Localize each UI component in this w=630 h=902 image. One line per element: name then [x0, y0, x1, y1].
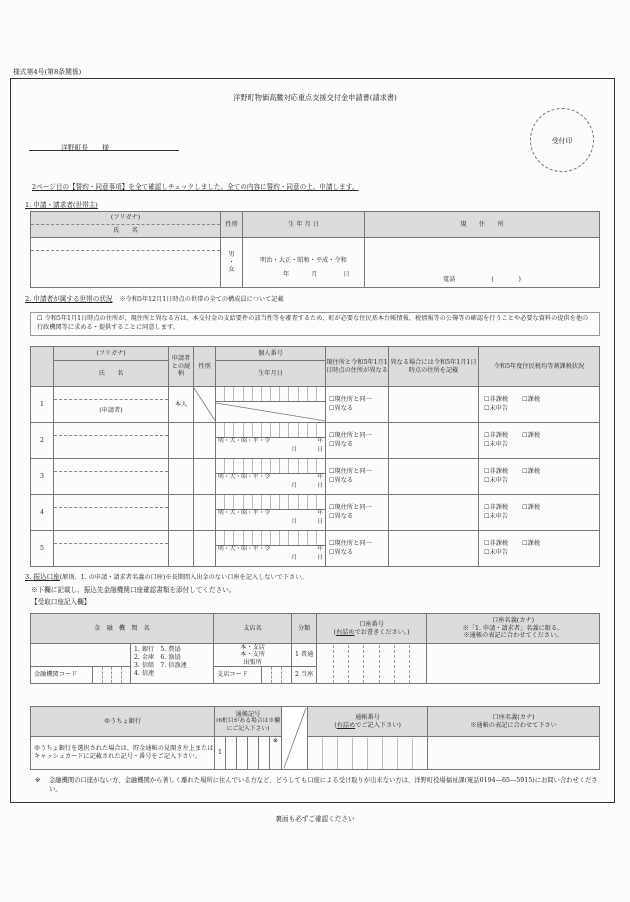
- address-diff-options[interactable]: [326, 459, 389, 495]
- account-number-input[interactable]: [317, 644, 427, 684]
- same-address-checkbox[interactable]: ☐現住所と同一: [329, 539, 372, 547]
- my-number-input[interactable]: [216, 495, 325, 510]
- short-era-options[interactable]: 明・大・昭・平・令: [218, 546, 271, 552]
- symbol-digit-5[interactable]: [259, 737, 270, 770]
- different-address-checkbox[interactable]: ☐異なる: [329, 512, 354, 520]
- undeclared-checkbox[interactable]: ☐未申告: [484, 548, 509, 556]
- sex-female[interactable]: 女: [228, 266, 235, 274]
- category-header: 分類: [292, 614, 317, 644]
- member-sex-cell[interactable]: [194, 495, 216, 531]
- nontaxable-checkbox[interactable]: ☐非課税: [484, 431, 509, 439]
- member-name-input[interactable]: [54, 544, 168, 565]
- birthdate-slash: [216, 402, 326, 422]
- member-furigana-input[interactable]: [54, 495, 168, 508]
- footnote-text: 金融機関の口座がない方、金融機関から著しく離れた場所に住んでいる方など、どうしても口座による受け取りが出来ない方は、洋野町役場福祉課(電話0194—65—5915)にお問い合わせください。: [49, 777, 598, 794]
- address-diff-options[interactable]: [326, 387, 389, 423]
- month-unit: 月: [311, 270, 318, 278]
- symbol-digit-4[interactable]: [248, 737, 259, 770]
- paren-open: (: [333, 628, 336, 636]
- hh-birthdate-header: 生年月日: [216, 361, 326, 387]
- household-row: [31, 387, 600, 423]
- symbol-header: [215, 707, 282, 737]
- branch-type-sub[interactable]: 本・支所: [240, 651, 265, 659]
- sex-header: 性別: [221, 212, 243, 238]
- yucho-holder-header: [428, 707, 600, 737]
- section3-heading-row: [25, 571, 308, 581]
- right-align-note: 右詰め: [335, 628, 355, 636]
- branch-type-office[interactable]: 出張所: [243, 658, 262, 666]
- holder-title: 口座名義(カナ): [492, 616, 534, 624]
- addressee: [29, 142, 179, 151]
- applicant-address-cell[interactable]: [365, 238, 600, 288]
- member-mynumber-birthdate-cell[interactable]: [216, 387, 326, 423]
- month-unit: 月: [291, 483, 297, 489]
- same-address-checkbox[interactable]: ☐現住所と同一: [329, 431, 372, 439]
- day-unit: 日: [317, 519, 323, 525]
- member-mynumber-birthdate-cell[interactable]: [216, 423, 326, 459]
- different-address-checkbox[interactable]: ☐異なる: [329, 404, 354, 412]
- yucho-holder-title: 口座名義(カナ): [492, 713, 535, 721]
- address-diff-options[interactable]: [326, 495, 389, 531]
- row-number: 1: [31, 387, 54, 423]
- symbol-title: 通帳記号: [235, 710, 261, 718]
- address-agreement-box: [30, 312, 600, 336]
- household-table: [30, 346, 600, 567]
- same-address-checkbox[interactable]: ☐現住所と同一: [329, 395, 372, 403]
- year-unit: 年: [317, 546, 323, 552]
- household-row: [31, 495, 600, 531]
- different-address-checkbox[interactable]: ☐異なる: [329, 440, 354, 448]
- sex-slash: [194, 388, 216, 422]
- member-furigana-input[interactable]: [54, 387, 168, 400]
- member-sex-cell[interactable]: [194, 459, 216, 495]
- account-type-current[interactable]: 2 当座: [292, 667, 317, 684]
- month-unit: 月: [291, 555, 297, 561]
- member-name-input[interactable]: [54, 436, 168, 457]
- address-header: 現 住 所: [365, 212, 600, 238]
- applicant-name-input[interactable]: [31, 251, 220, 287]
- account-box-label: 【受取口座記入欄】: [31, 598, 91, 606]
- year-unit: 年: [283, 270, 290, 278]
- member-birthdate-input[interactable]: [216, 546, 325, 566]
- row-number: 4: [31, 495, 54, 531]
- applicant-name-cell[interactable]: [31, 238, 221, 288]
- inst-type-2[interactable]: 2. 金庫 6. 漁協: [134, 654, 181, 662]
- agreement-checkbox[interactable]: ☐: [37, 315, 43, 322]
- sex-male[interactable]: 男: [228, 250, 235, 258]
- section3-instruction: ※下欄に記載し、振込先金融機関口座確認書類を添付してください。: [31, 586, 236, 594]
- member-relation[interactable]: [169, 459, 194, 495]
- my-number-input[interactable]: [216, 387, 325, 402]
- day-unit: 日: [343, 270, 350, 278]
- undeclared-checkbox[interactable]: ☐未申告: [484, 440, 509, 448]
- member-mynumber-birthdate-cell[interactable]: [216, 531, 326, 567]
- member-birthdate-input[interactable]: [216, 510, 325, 530]
- section2-note: ※令和5年12月1日時点の世帯の全ての構成員について記載: [119, 296, 284, 303]
- my-number-header: 個人番号: [216, 347, 326, 361]
- different-address-checkbox[interactable]: ☐異なる: [329, 476, 354, 484]
- reception-stamp-area: [530, 108, 594, 172]
- holder-note1: ※「1. 申請・請求者」名義に限る。: [462, 624, 564, 632]
- my-number-input[interactable]: [216, 423, 325, 438]
- section2-heading: 2. 申請者が属する世帯の状況: [25, 295, 113, 303]
- tax-status-options[interactable]: [479, 423, 600, 459]
- prev-address-input[interactable]: [389, 387, 479, 423]
- section3-heading: 3. 振込口座: [25, 573, 60, 581]
- passbook-no-header: [308, 707, 428, 737]
- name-header: 氏 名: [113, 227, 138, 234]
- branch-code-label: 支店コード: [214, 667, 262, 684]
- diagonal-slash: [282, 707, 308, 769]
- same-address-checkbox[interactable]: ☐現住所と同一: [329, 503, 372, 511]
- institution-code-label: 金融機関コード: [31, 667, 93, 684]
- sex-separator: ・: [228, 258, 235, 266]
- branch-code-input[interactable]: [262, 667, 292, 684]
- institution-code-input[interactable]: [93, 667, 131, 684]
- branch-header: 支店名: [214, 614, 292, 644]
- day-unit: 日: [317, 555, 323, 561]
- yucho-instruction: ゆうちょ銀行を選択された場合は、貯金通帳の見開き左上またはキャッシュカードに記載された記号・番号をご記入下さい。: [31, 737, 215, 770]
- undeclared-checkbox[interactable]: ☐未申告: [484, 512, 509, 520]
- nontaxable-checkbox[interactable]: ☐非課税: [484, 467, 509, 475]
- stamp-label: 受付印: [551, 137, 573, 145]
- addressee-honorific: 様: [102, 144, 109, 152]
- account-holder-input[interactable]: [427, 644, 600, 684]
- month-unit: 月: [291, 519, 297, 525]
- member-name-input[interactable]: [54, 508, 168, 529]
- household-row: [31, 459, 600, 495]
- inst-type-1[interactable]: 1. 銀行 5. 農協: [134, 646, 181, 653]
- slash-cell: [282, 707, 308, 770]
- address-diff-header: 現住所と令和5年1月1日時点の住所が異なる: [326, 347, 389, 387]
- symbol-digit-2[interactable]: [226, 737, 237, 770]
- member-relation[interactable]: [169, 531, 194, 567]
- row-number: 2: [31, 423, 54, 459]
- member-name-input[interactable]: (申請者): [99, 407, 123, 414]
- member-sex-cell[interactable]: [194, 531, 216, 567]
- passbook-number-input[interactable]: [308, 737, 428, 770]
- tax-status-options[interactable]: [479, 531, 600, 567]
- yucho-table: [30, 706, 600, 770]
- bank-account-table: [30, 613, 600, 684]
- form-number: 様式第4号(第8条関係): [13, 68, 82, 76]
- back-side-note: 裏面も必ずご確認ください: [275, 815, 355, 823]
- nontaxable-checkbox[interactable]: ☐非課税: [484, 395, 509, 403]
- section2-heading-row: [25, 293, 284, 303]
- no-header: [31, 347, 54, 387]
- furigana-header: (フリガナ): [31, 212, 220, 225]
- member-name-input[interactable]: [54, 472, 168, 493]
- member-birthdate-input[interactable]: [216, 438, 325, 458]
- prev-address-header: 異なる場合には令和5年1月1日時点の住所を記載: [389, 347, 479, 387]
- taxable-checkbox[interactable]: ☐課税: [522, 395, 541, 403]
- year-unit: 年: [317, 474, 323, 480]
- day-unit: 日: [317, 483, 323, 489]
- applicant-sex-cell[interactable]: [221, 238, 243, 288]
- symbol-digit-3[interactable]: [237, 737, 248, 770]
- addressee-name: 洋野町長: [61, 144, 89, 152]
- member-sex-cell[interactable]: [194, 387, 216, 423]
- row-number: 3: [31, 459, 54, 495]
- tax-status-options[interactable]: [479, 387, 600, 423]
- yucho-holder-input[interactable]: [428, 737, 600, 770]
- passbook-no-title: 通帳番号: [355, 713, 380, 721]
- phone-input[interactable]: ( ): [491, 276, 521, 284]
- short-era-options[interactable]: 明・大・昭・平・令: [218, 438, 271, 444]
- member-relation[interactable]: [169, 423, 194, 459]
- prev-address-input[interactable]: [389, 531, 479, 567]
- taxable-checkbox[interactable]: ☐課税: [522, 503, 541, 511]
- day-unit: 日: [317, 447, 323, 453]
- household-row: [31, 531, 600, 567]
- short-era-options[interactable]: 明・大・昭・平・令: [218, 510, 271, 516]
- symbol-note: (6桁目がある場合は※欄にご記入下さい): [216, 718, 280, 732]
- account-type-ordinary[interactable]: 1 普通: [292, 644, 317, 667]
- hh-furigana-header: (フリガナ): [54, 347, 169, 361]
- member-name-cell[interactable]: [54, 423, 169, 459]
- hh-sex-header: 性別: [194, 347, 216, 387]
- tax-status-options[interactable]: [479, 495, 600, 531]
- branch-type-main[interactable]: 本・支店: [240, 644, 265, 651]
- section1-heading: 1. 申請・請求者(世帯主): [25, 201, 98, 209]
- member-name-cell[interactable]: [54, 459, 169, 495]
- relation-header: 申請者との続柄: [169, 347, 194, 387]
- inst-type-4[interactable]: 4. 信連: [134, 670, 155, 678]
- undeclared-checkbox[interactable]: ☐未申告: [484, 404, 509, 412]
- my-number-input[interactable]: [216, 459, 325, 474]
- account-no-note: でお書きください。): [354, 628, 410, 636]
- symbol-digit-1: 1: [215, 737, 226, 770]
- member-relation[interactable]: 本人: [169, 387, 194, 423]
- undeclared-checkbox[interactable]: ☐未申告: [484, 476, 509, 484]
- member-birthdate-input[interactable]: [216, 474, 325, 494]
- member-mynumber-birthdate-cell[interactable]: [216, 495, 326, 531]
- short-era-options[interactable]: 明・大・昭・平・令: [218, 474, 271, 480]
- holder-note2: ※通帳の表記に合わせてください。: [463, 632, 563, 640]
- nontaxable-checkbox[interactable]: ☐非課税: [484, 539, 509, 547]
- applicant-name-header: [31, 212, 221, 238]
- paren-open-2: (: [334, 721, 337, 729]
- tax-status-header: 令和5年度住民税均等割課税状況: [479, 347, 600, 387]
- my-number-input[interactable]: [216, 531, 325, 546]
- taxable-checkbox[interactable]: ☐課税: [522, 431, 541, 439]
- row-number: 5: [31, 531, 54, 567]
- branch-type-options[interactable]: [214, 644, 292, 667]
- tax-status-options[interactable]: [479, 459, 600, 495]
- right-align-note-2: 右詰め: [336, 721, 356, 729]
- applicant-furigana-input[interactable]: [31, 238, 220, 251]
- member-relation[interactable]: [169, 495, 194, 531]
- yucho-holder-note: ※通帳の表記に合わせて下さい: [470, 721, 557, 729]
- account-no-title: 口座番号: [359, 620, 384, 628]
- section3-heading-note: (原則、1. の申請・請求者名義の口座)※長期間入出金のない口座を記入しないで下さい。: [59, 574, 308, 581]
- account-no-header: [317, 614, 427, 644]
- holder-header: [427, 614, 600, 644]
- hh-name-header: 氏 名: [54, 361, 169, 387]
- household-row: [31, 423, 600, 459]
- institution-header: 金 融 機 関 名: [31, 614, 214, 644]
- member-name-cell[interactable]: [54, 387, 169, 423]
- address-diff-options[interactable]: [326, 531, 389, 567]
- agreement-text: 令和5年1月1日時点の住所が、現住所と異なる方は、本交付金の支給要件の該当性等を審査するため、町が必要な住民基本台帳情報、税情報等の公簿等の確認を行うことや必要な資料の提供を他の行政機関等に求める・提供することに同意します。: [37, 315, 589, 331]
- year-unit: 年: [317, 510, 323, 516]
- prev-address-input[interactable]: [389, 495, 479, 531]
- prev-address-input[interactable]: [389, 423, 479, 459]
- era-options[interactable]: 明治・大正・昭和・平成・令和: [260, 256, 347, 264]
- month-unit: 月: [291, 447, 297, 453]
- page-title: 洋野町物価高騰対応重点支援交付金申請書(請求書): [233, 93, 397, 102]
- same-address-checkbox[interactable]: ☐現住所と同一: [329, 467, 372, 475]
- nontaxable-checkbox[interactable]: ☐非課税: [484, 503, 509, 511]
- inst-type-3[interactable]: 3. 信組 7. 信漁連: [134, 662, 187, 670]
- applicant-table: [30, 211, 600, 288]
- member-name-cell[interactable]: [54, 531, 169, 567]
- member-furigana-input[interactable]: [54, 531, 168, 544]
- taxable-checkbox[interactable]: ☐課税: [522, 539, 541, 547]
- prev-address-input[interactable]: [389, 459, 479, 495]
- institution-name-input[interactable]: [31, 644, 131, 667]
- applicant-birthdate-cell[interactable]: [243, 238, 365, 288]
- member-name-cell[interactable]: [54, 495, 169, 531]
- member-furigana-input[interactable]: [54, 459, 168, 472]
- member-mynumber-birthdate-cell[interactable]: [216, 459, 326, 495]
- passbook-note: でご記入下さい): [355, 721, 401, 729]
- consent-statement: 2ページ目の【誓約・同意事項】を全て確認しチェックしました。全ての内容に誓約・同意の上、申請します。: [32, 183, 359, 191]
- symbol-digit-6[interactable]: ※: [270, 737, 282, 770]
- member-furigana-input[interactable]: [54, 423, 168, 436]
- footnote-mark: ※: [35, 777, 41, 784]
- institution-type-options[interactable]: [131, 644, 214, 684]
- phone-label: 電話: [443, 276, 456, 284]
- contact-footnote: [35, 776, 605, 795]
- yucho-header: ゆうちょ銀行: [31, 707, 215, 737]
- year-unit: 年: [317, 438, 323, 444]
- member-sex-cell[interactable]: [194, 423, 216, 459]
- address-diff-options[interactable]: [326, 423, 389, 459]
- taxable-checkbox[interactable]: ☐課税: [522, 467, 541, 475]
- different-address-checkbox[interactable]: ☐異なる: [329, 548, 354, 556]
- birthdate-header: 生 年 月 日: [243, 212, 365, 238]
